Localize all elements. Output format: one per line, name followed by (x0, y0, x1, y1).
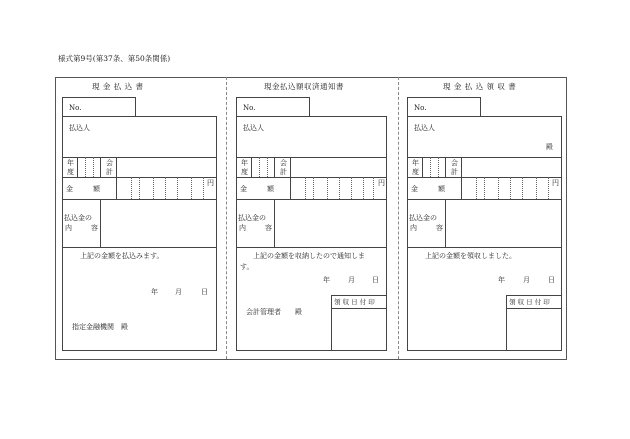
yen-label: 円 (207, 179, 214, 187)
receipt-stamp-box (331, 295, 387, 351)
statement-text: 上記の金額を領収しました。 (425, 252, 516, 260)
number-label: No. (414, 104, 427, 112)
account-label-1: 会 (451, 159, 458, 167)
amount-label-2: 額 (438, 185, 445, 193)
stamp-label: 領 収 日 付 印 (509, 298, 550, 306)
bank-addressee: 指定金融機関 殿 (72, 323, 128, 331)
form-title: 様式第9号(第37条、第50条関係) (58, 54, 171, 63)
stamp-label: 領 収 日 付 印 (334, 298, 375, 306)
perforation-line-1 (226, 77, 227, 359)
date-month: 月 (175, 288, 182, 296)
content-label-2a: 内 (65, 224, 72, 232)
statement-text-cont: す。 (240, 263, 254, 271)
panel-title: 現 金 払 込 書 (92, 82, 144, 91)
content-label-2a: 内 (239, 224, 246, 232)
main-table (62, 116, 217, 351)
content-label-1: 払込金の (238, 214, 266, 222)
amount-label-1: 金 (66, 185, 73, 193)
content-label-2b: 容 (91, 224, 98, 232)
number-label: No. (69, 104, 82, 112)
main-table (236, 116, 387, 351)
statement-text: 上記の金額を払込みます。 (80, 252, 164, 260)
payer-label: 払込人 (243, 124, 264, 132)
date-day: 日 (548, 276, 555, 284)
amount-label-2: 額 (93, 185, 100, 193)
fiscal-year-label-1: 年 (412, 159, 419, 167)
content-label-1: 払込金の (409, 214, 437, 222)
panel-title: 現 金 払 込 領 収 書 (443, 82, 517, 91)
accounting-manager-addressee: 会計管理者 殿 (246, 308, 302, 316)
account-label-2: 計 (106, 168, 113, 176)
date-year: 年 (498, 276, 505, 284)
content-label-1: 払込金の (64, 214, 92, 222)
account-label-1: 会 (106, 159, 113, 167)
fiscal-year-label-2: 度 (412, 168, 419, 176)
amount-label-2: 額 (267, 185, 274, 193)
panel-title: 現金払込額収済通知書 (264, 82, 344, 91)
amount-label-1: 金 (411, 185, 418, 193)
number-field[interactable] (236, 97, 310, 117)
fiscal-year-label-1: 年 (241, 159, 248, 167)
fiscal-year-label-1: 年 (67, 159, 74, 167)
amount-label-1: 金 (240, 185, 247, 193)
payer-label: 払込人 (414, 124, 435, 132)
receipt-stamp-box (506, 295, 562, 351)
date-month: 月 (523, 276, 530, 284)
yen-label: 円 (552, 179, 559, 187)
account-label-2: 計 (451, 168, 458, 176)
perforation-line-2 (398, 77, 399, 359)
date-year: 年 (323, 276, 330, 284)
number-label: No. (243, 104, 256, 112)
date-year: 年 (151, 288, 158, 296)
account-label-2: 計 (280, 168, 287, 176)
main-table (407, 116, 562, 351)
payer-label: 払込人 (69, 124, 90, 132)
number-field[interactable] (407, 97, 481, 117)
fiscal-year-label-2: 度 (67, 168, 74, 176)
date-day: 日 (372, 276, 379, 284)
content-label-2b: 容 (436, 224, 443, 232)
fiscal-year-label-2: 度 (241, 168, 248, 176)
yen-label: 円 (378, 179, 385, 187)
date-day: 日 (201, 288, 208, 296)
date-month: 月 (348, 276, 355, 284)
content-label-2b: 容 (265, 224, 272, 232)
content-label-2a: 内 (410, 224, 417, 232)
payer-addressee: 殿 (546, 143, 553, 151)
number-field[interactable] (62, 97, 136, 117)
account-label-1: 会 (280, 159, 287, 167)
statement-text: 上記の金額を収納したので通知しま (253, 252, 365, 260)
